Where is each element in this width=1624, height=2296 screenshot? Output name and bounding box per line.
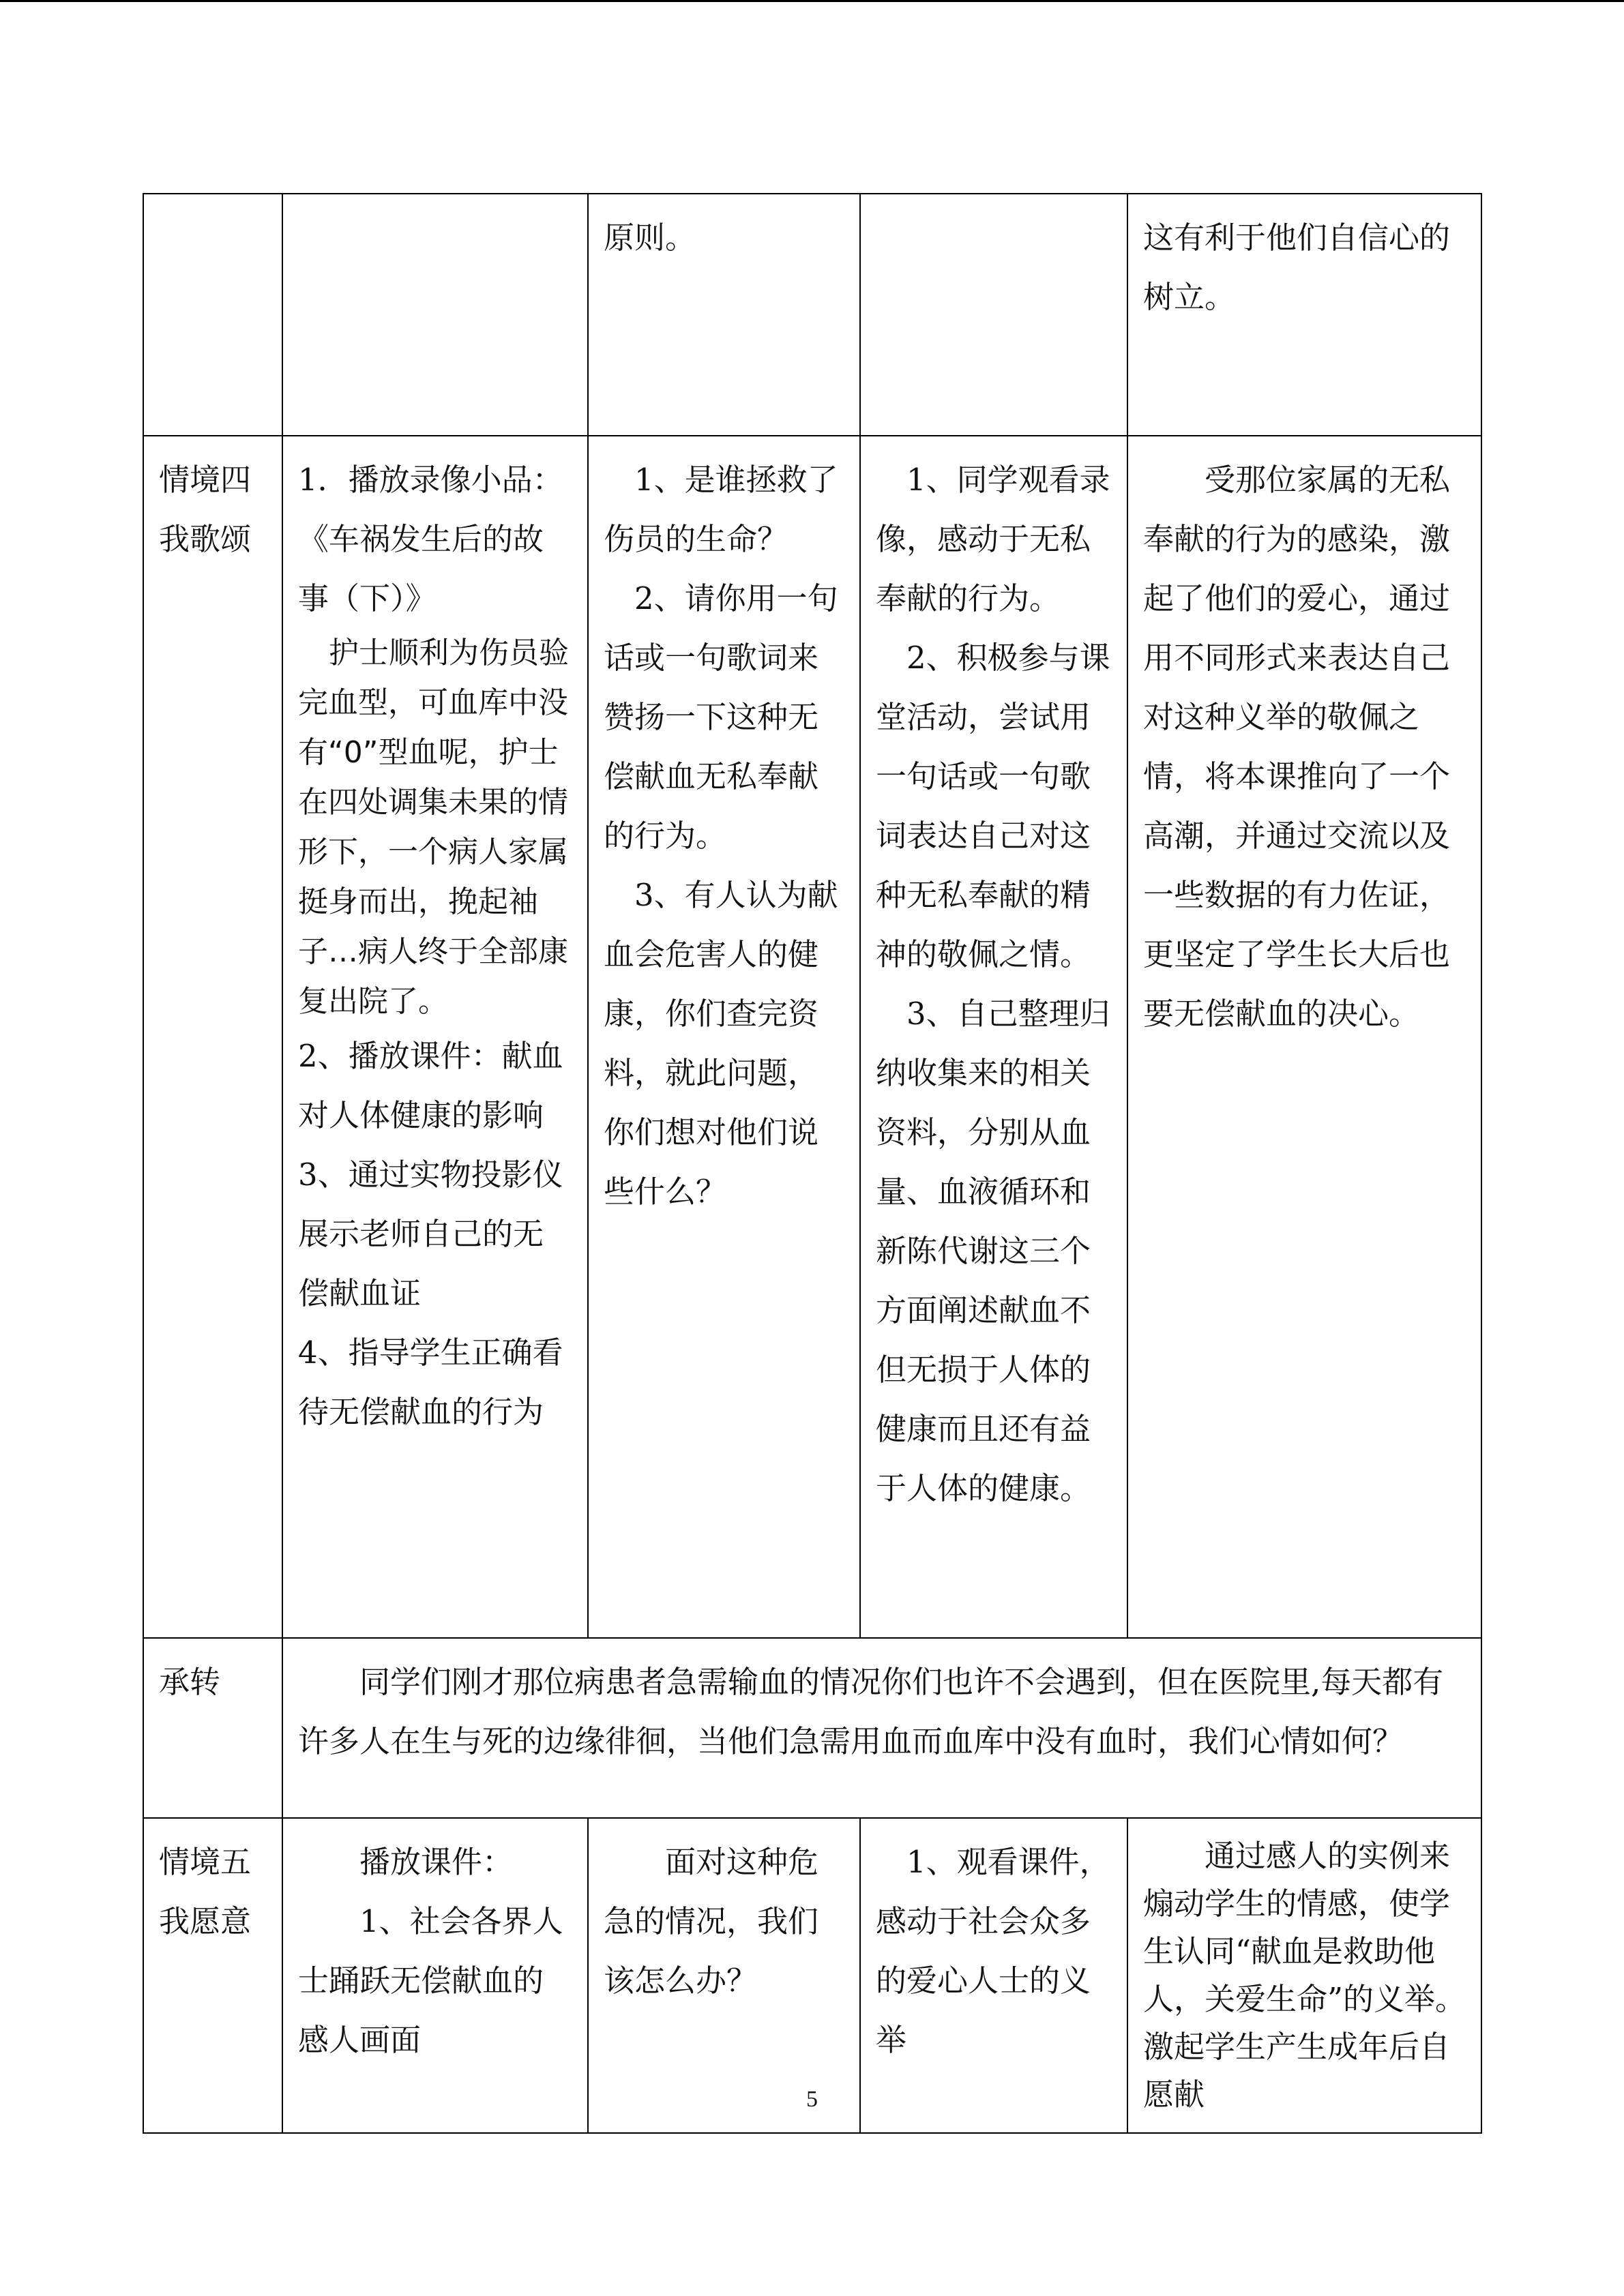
question-cell bbox=[588, 436, 860, 1638]
transition-text: 同学们刚才那位病患者急需输血的情况你们也许不会遇到，但在医院里,每天都有许多人在生与死的边缘徘徊，当他们急需用血而血库中没有血时，我们心情如何？ bbox=[298, 1664, 1444, 1759]
teacher-step: 1、社会各界人士踊跃无偿献血的感人画面 bbox=[298, 1903, 563, 2058]
teacher-activity-cell bbox=[282, 194, 588, 436]
design-intent-cell bbox=[1127, 194, 1481, 436]
stage-title: 情境五 bbox=[159, 1844, 252, 1880]
table-row-scenario-4 bbox=[143, 436, 1481, 1638]
intent-text: 通过感人的实例来煽动学生的情感，使学生认同“献血是救助他人，关爱生命”的义举。激起学生产生成年后自愿献 bbox=[1143, 1838, 1466, 2113]
table-row-transition bbox=[143, 1638, 1481, 1818]
lesson-plan-table bbox=[143, 193, 1482, 2134]
student-item: 1、同学观看录像，感动于无私奉献的行为。 bbox=[876, 462, 1110, 616]
question-item: 1、是谁拯救了伤员的生命？ bbox=[604, 462, 838, 557]
student-item: 3、自己整理归纳收集来的相关资料，分别从血量、血液循环和新陈代谢这三个方面阐述献血不但无损于人体的健康而且还有益于人体的健康。 bbox=[876, 996, 1110, 1506]
student-item: 2、积极参与课堂活动，尝试用一句话或一句歌词表达自己对这种无私奉献的精神的敬佩之情。 bbox=[876, 640, 1110, 972]
question-cell bbox=[588, 194, 860, 436]
teacher-step: 播放课件： bbox=[359, 1844, 514, 1880]
table-row-scenario-5 bbox=[143, 1818, 1481, 2133]
stage-cell bbox=[143, 194, 282, 436]
stage-title: 情境四 bbox=[159, 462, 252, 498]
question-cell bbox=[588, 1818, 860, 2133]
student-activity-cell bbox=[860, 194, 1127, 436]
teacher-step: 4、指导学生正确看待无偿献血的行为 bbox=[298, 1335, 563, 1430]
top-border-line bbox=[0, 0, 1624, 2]
cell-text: 原则。 bbox=[604, 220, 696, 256]
question-item: 2、请你用一句话或一句歌词来赞扬一下这种无偿献血无私奉献的行为。 bbox=[604, 580, 838, 854]
student-activity-cell bbox=[860, 1818, 1127, 2133]
student-activity-cell bbox=[860, 436, 1127, 1638]
teacher-activity-cell bbox=[282, 436, 588, 1638]
stage-cell bbox=[143, 1638, 282, 1818]
question-item: 面对这种危急的情况，我们该怎么办？ bbox=[604, 1844, 819, 1999]
cell-text: 这有利于他们自信心的树立。 bbox=[1143, 220, 1451, 315]
teacher-step: 1．播放录像小品：《车祸发生后的故事（下）》 bbox=[298, 462, 563, 616]
transition-text-cell bbox=[282, 1638, 1481, 1818]
question-item: 3、有人认为献血会危害人的健康，你们查完资料，就此问题，你们想对他们说些什么？ bbox=[604, 877, 838, 1210]
teacher-activity-cell bbox=[282, 1818, 588, 2133]
design-intent-cell bbox=[1127, 1818, 1481, 2133]
stage-subtitle: 我愿意 bbox=[159, 1903, 252, 1939]
stage-cell bbox=[143, 436, 282, 1638]
table-row-continuation bbox=[143, 194, 1481, 436]
story-text: 护士顺利为伤员验完血型，可血库中没有“0”型血呢，护士在四处调集未果的情形下，一个病人家属挺身而出，挽起袖子…病人终于全部康复出院了。 bbox=[298, 636, 569, 1019]
page-number: 5 bbox=[806, 2087, 818, 2112]
student-item: 1、观看课件，感动于社会众多的爱心人士的义举 bbox=[876, 1844, 1110, 2058]
teacher-step: 3、通过实物投影仪展示老师自己的无偿献血证 bbox=[298, 1157, 563, 1311]
stage-subtitle: 我歌颂 bbox=[159, 521, 252, 557]
design-intent-cell bbox=[1127, 436, 1481, 1638]
stage-title: 承转 bbox=[159, 1664, 221, 1700]
stage-cell bbox=[143, 1818, 282, 2133]
teacher-step: 2、播放课件：献血对人体健康的影响 bbox=[298, 1038, 563, 1133]
intent-text: 受那位家属的无私奉献的行为的感染，激起了他们的爱心，通过用不同形式来表达自己对这种义举的敬佩之情，将本课推向了一个高潮，并通过交流以及一些数据的有力佐证，更坚定了学生长大后也要无偿献血的决心。 bbox=[1143, 462, 1451, 1032]
